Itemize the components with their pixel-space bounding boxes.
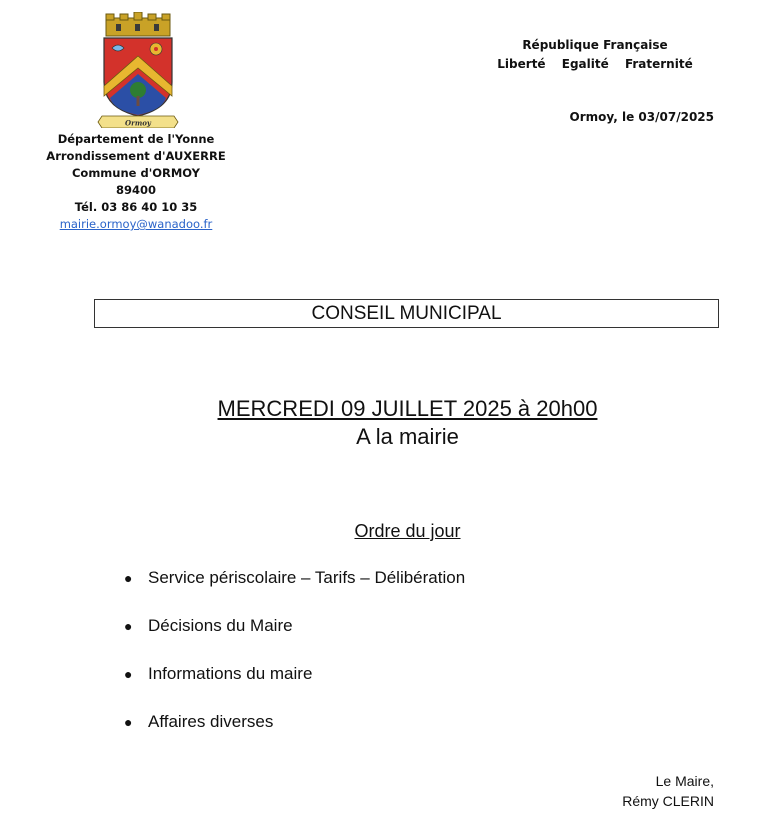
bullet-icon: ● — [124, 618, 133, 634]
department-label: Département de l'Yonne — [57, 132, 215, 146]
republic-name: République Française — [522, 38, 668, 52]
ormoy-coat-of-arms-logo — [92, 12, 184, 128]
meeting-datetime: MERCREDI 09 JUILLET 2025 à 20h00 — [217, 396, 598, 421]
list-item — [124, 568, 465, 616]
bullet-icon: ● — [124, 570, 133, 586]
motto-fraternite: Fraternité — [624, 57, 693, 71]
meeting-location: A la mairie — [356, 424, 459, 449]
phone-number: Tél. 03 86 40 10 35 — [74, 200, 198, 214]
motto-liberte: Liberté — [497, 57, 546, 71]
agenda-item-label: Décisions du Maire — [148, 616, 293, 635]
crest-motto: Ormoy — [125, 118, 151, 128]
agenda-item-label: Service périscolaire – Tarifs – Délibération — [148, 568, 466, 587]
page-title: CONSEIL MUNICIPAL — [311, 303, 502, 324]
list-item — [124, 712, 465, 760]
title-box — [94, 299, 719, 328]
agenda-list — [124, 568, 465, 760]
postal-code: 89400 — [115, 183, 156, 197]
meeting-info — [0, 395, 765, 451]
email-link[interactable]: mairie.ormoy@wanadoo.fr — [59, 217, 213, 231]
document-date: Ormoy, le 03/07/2025 — [569, 110, 714, 124]
commune-label: Commune d'ORMOY — [71, 166, 200, 180]
commune-address-block — [40, 131, 232, 233]
agenda-item-label: Affaires diverses — [148, 712, 274, 731]
signature-role: Le Maire, — [655, 773, 714, 789]
bullet-icon: ● — [124, 714, 133, 730]
republic-motto — [470, 55, 720, 74]
list-item — [124, 616, 465, 664]
signature-block — [622, 771, 714, 811]
signature-name: Rémy CLERIN — [622, 793, 714, 809]
agenda-item-label: Informations du maire — [148, 664, 313, 683]
bullet-icon: ● — [124, 666, 133, 682]
republic-header — [470, 36, 720, 74]
motto-egalite: Egalité — [561, 57, 609, 71]
arrondissement-label: Arrondissement d'AUXERRE — [46, 149, 226, 163]
list-item — [124, 664, 465, 712]
agenda-title: Ordre du jour — [354, 521, 461, 541]
